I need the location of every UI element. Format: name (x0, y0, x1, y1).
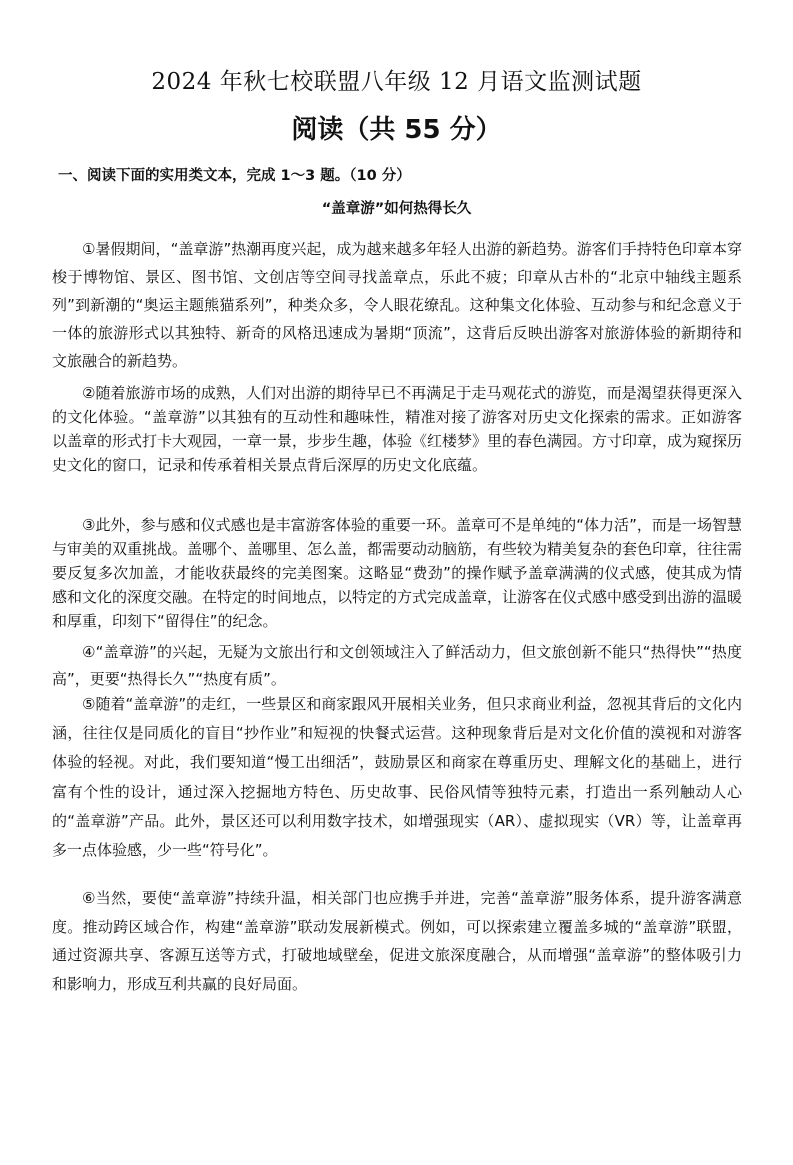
paragraph-6: ⑥当然，要使“盖章游”持续升温，相关部门也应携手并进，完善“盖章游”服务体系，提升游客满意度。推动跨区域合作，构建“盖章游”联动发展新模式。例如，可以探索建立覆盖多城的“盖章游”联盟，通过资源共享、客源互送等方式，打破地域壁垒，促进文旅深度融合，从而增强“盖章游”的整体吸引力和影响力，形成互利共赢的良好局面。 (52, 889, 742, 993)
section-title: 阅读（共 55 分） (291, 115, 502, 145)
paragraph-1: ①暑假期间，“盖章游”热潮再度兴起，成为越来越多年轻人出游的新趋势。游客们手持特色印章本穿梭于博物馆、景区、图书馆、文创店等空间寻找盖章点，乐此不疲；印章从古朴的“北京中轴线主题系列”到新潮的“奥运主题熊猫系列”，种类众多，令人眼花缭乱。这种集文化体验、互动参与和纪念意义于一体的旅游形式以其独特、新奇的风格迅速成为暑期“顶流”，这背后反映出游客对旅游体验的新期待和文旅融合的新趋势。 (52, 240, 742, 370)
article-title: “盖章游”如何热得长久 (321, 201, 472, 217)
question-heading: 一、阅读下面的实用类文本，完成 1～3 题。（10 分） (58, 168, 411, 184)
paragraph-5: ⑤随着“盖章游”的走红，一些景区和商家跟风开展相关业务，但只求商业利益，忽视其背后的文化内涵，往往仅是同质化的盲目“抄作业”和短视的快餐式运营。这种现象背后是对文化价值的漠视和对游客体验的轻视。对此，我们要知道“慢工出细活”，鼓励景区和商家在尊重历史、理解文化的基础上，进行富有个性的设计，通过深入挖掘地方特色、历史故事、民俗风情等独特元素，打造出一系列触动人心的“盖章游”产品。此外，景区还可以利用数字技术，如增强现实（AR）、虚拟现实（VR）等，让盖章再多一点体验感，少一些“符号化”。 (52, 695, 742, 860)
paragraph-3: ③此外，参与感和仪式感也是丰富游客体验的重要一环。盖章可不是单纯的“体力活”，而是一场智慧与审美的双重挑战。盖哪个、盖哪里、怎么盖，都需要动动脑筋，有些较为精美复杂的套色印章，往往需要反复多次加盖，才能收获最终的完美图案。这略显“费劲”的操作赋予盖章满满的仪式感，使其成为情感和文化的深度交融。在特定的时间地点，以特定的方式完成盖章，让游客在仪式感中感受到出游的温暖和厚重，印刻下“留得住”的纪念。 (52, 516, 743, 630)
paragraph-4: ④“盖章游”的兴起，无疑为文旅出行和文创领域注入了鲜活动力，但文旅创新不能只“热得快”“热度高”，更要“热得长久”“热度有质”。 (52, 643, 742, 688)
exam-title: 2024 年秋七校联盟八年级 12 月语文监测试题 (151, 69, 642, 95)
paragraph-2: ②随着旅游市场的成熟，人们对出游的期待早已不再满足于走马观花式的游览，而是渴望获得更深入的文化体验。“盖章游”以其独有的互动性和趣味性，精准对接了游客对历史文化探索的需求。正如游客以盖章的形式打卡大观园，一章一景，步步生趣，体验《红楼梦》里的春色满园。方寸印章，成为窥探历史文化的窗口，记录和传承着相关景点背后深厚的历史文化底蕴。 (52, 384, 743, 474)
